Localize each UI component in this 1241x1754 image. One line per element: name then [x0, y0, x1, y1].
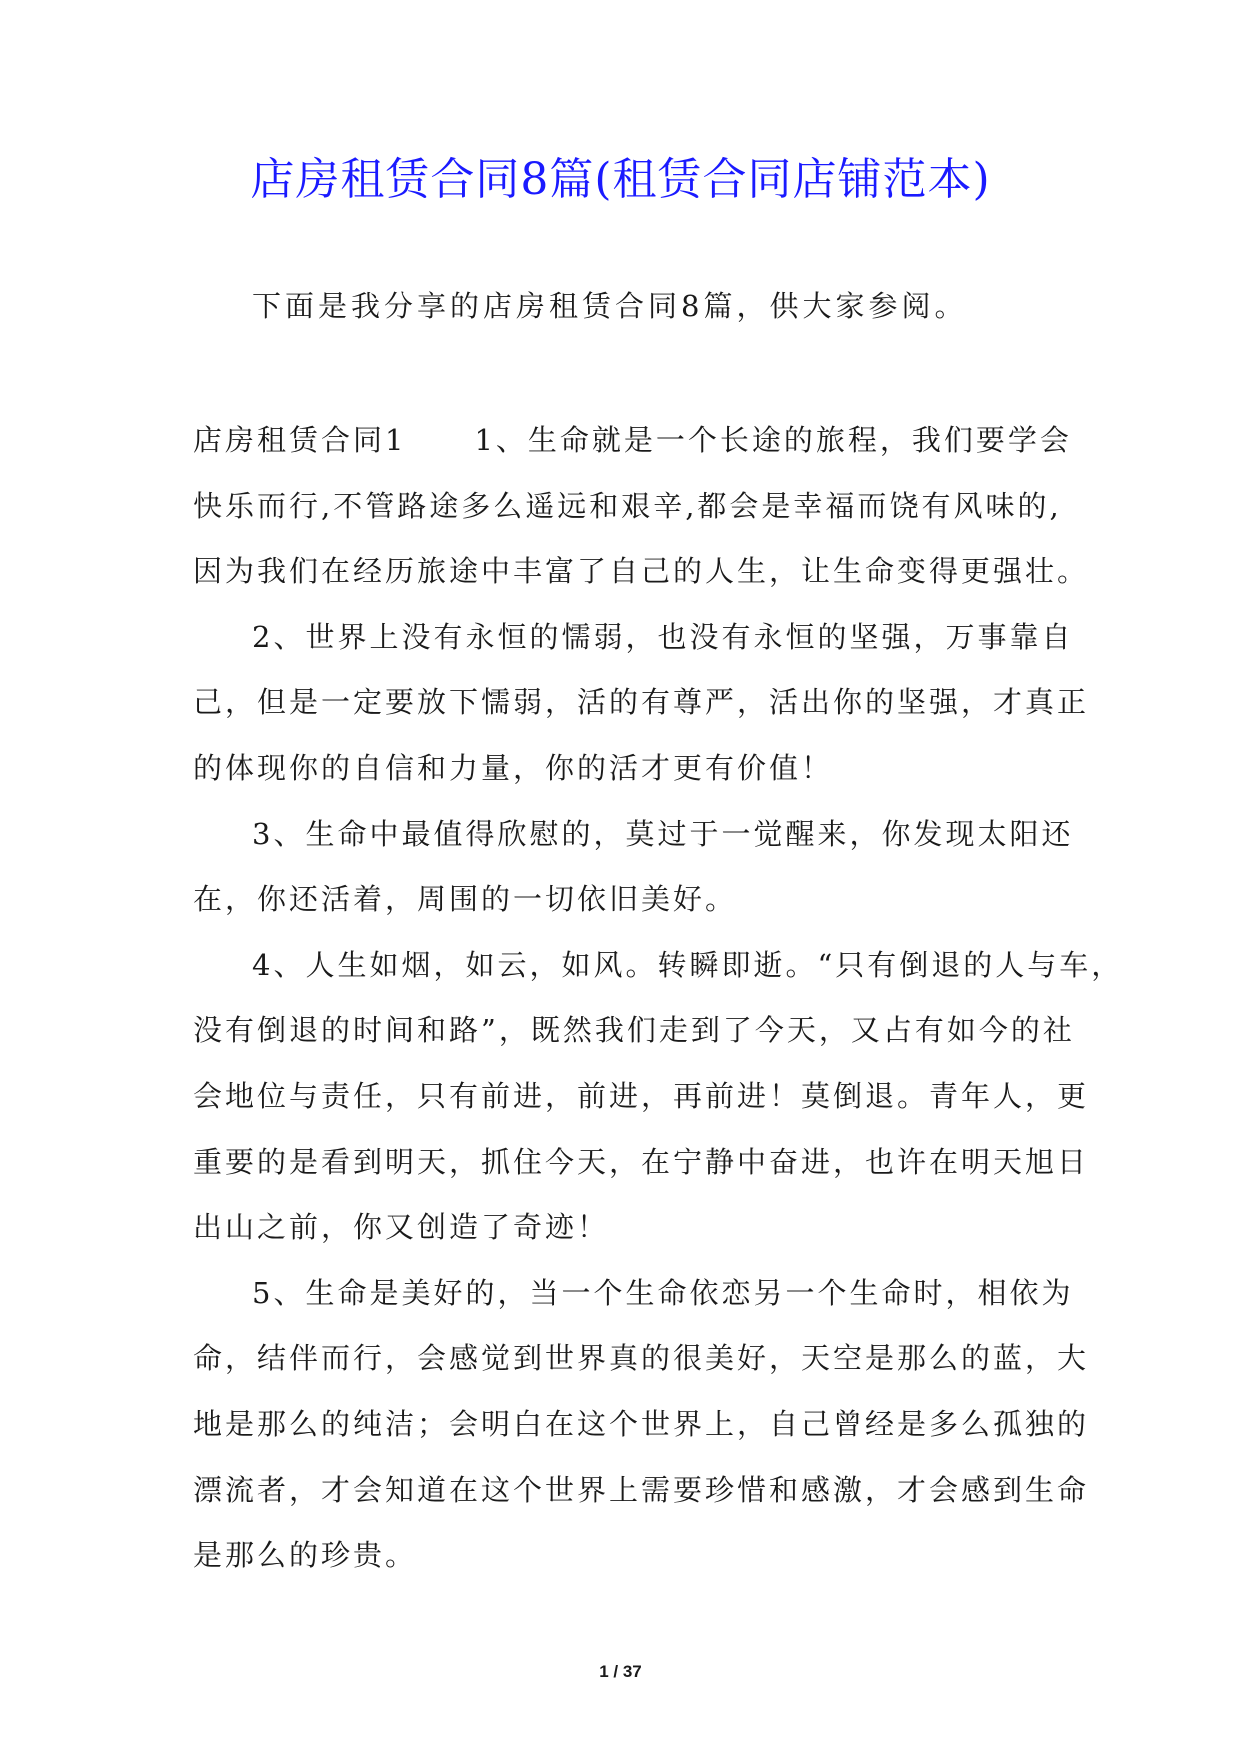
body-line: 重要的是看到明天，抓住今天，在宁静中奋进，也许在明天旭日	[193, 1144, 1090, 1179]
paragraph-text: 1、生命就是一个长途的旅程，我们要学会	[474, 423, 1072, 457]
body-line: 的体现你的自信和力量，你的活才更有价值！	[193, 750, 834, 785]
body-line: 漂流者，才会知道在这个世界上需要珍惜和感激，才会感到生命	[193, 1472, 1090, 1507]
document-title: 店房租赁合同8篇(租赁合同店铺范本)	[250, 154, 991, 205]
document-body	[193, 420, 1124, 1601]
body-line: 4、人生如烟，如云，如风。转瞬即逝。“只有倒退的人与车，	[252, 947, 1124, 982]
section-heading: 店房租赁合同1	[193, 423, 407, 457]
body-line: 是那么的珍贵。	[193, 1538, 418, 1573]
intro-paragraph: 下面是我分享的店房租赁合同8篇，供大家参阅。	[252, 289, 968, 323]
body-line: 5、生命是美好的，当一个生命依恋另一个生命时，相依为	[252, 1275, 1074, 1310]
body-line: 快乐而行,不管路途多么遥远和艰辛,都会是幸福而饶有风味的,	[193, 488, 1062, 523]
body-line: 己，但是一定要放下懦弱，活的有尊严，活出你的坚强，才真正	[193, 685, 1090, 720]
body-line: 出山之前，你又创造了奇迹！	[193, 1210, 610, 1245]
body-line	[193, 420, 1072, 486]
body-line: 2、世界上没有永恒的懦弱，也没有永恒的坚强，万事靠自	[252, 619, 1074, 654]
body-line: 会地位与责任，只有前进，前进，再前进！莫倒退。青年人，更	[193, 1078, 1090, 1113]
body-line: 因为我们在经历旅途中丰富了自己的人生，让生命变得更强壮。	[193, 554, 1090, 589]
body-line: 3、生命中最值得欣慰的，莫过于一觉醒来，你发现太阳还	[252, 816, 1074, 851]
body-line: 没有倒退的时间和路”，既然我们走到了今天，又占有如今的社	[193, 1013, 1075, 1048]
body-line: 在，你还活着，周围的一切依旧美好。	[193, 882, 738, 917]
page-number: 1 / 37	[599, 1662, 642, 1681]
body-line: 命，结伴而行，会感觉到世界真的很美好，天空是那么的蓝，大	[193, 1341, 1090, 1376]
body-line: 地是那么的纯洁；会明白在这个世界上，自己曾经是多么孤独的	[193, 1406, 1090, 1441]
